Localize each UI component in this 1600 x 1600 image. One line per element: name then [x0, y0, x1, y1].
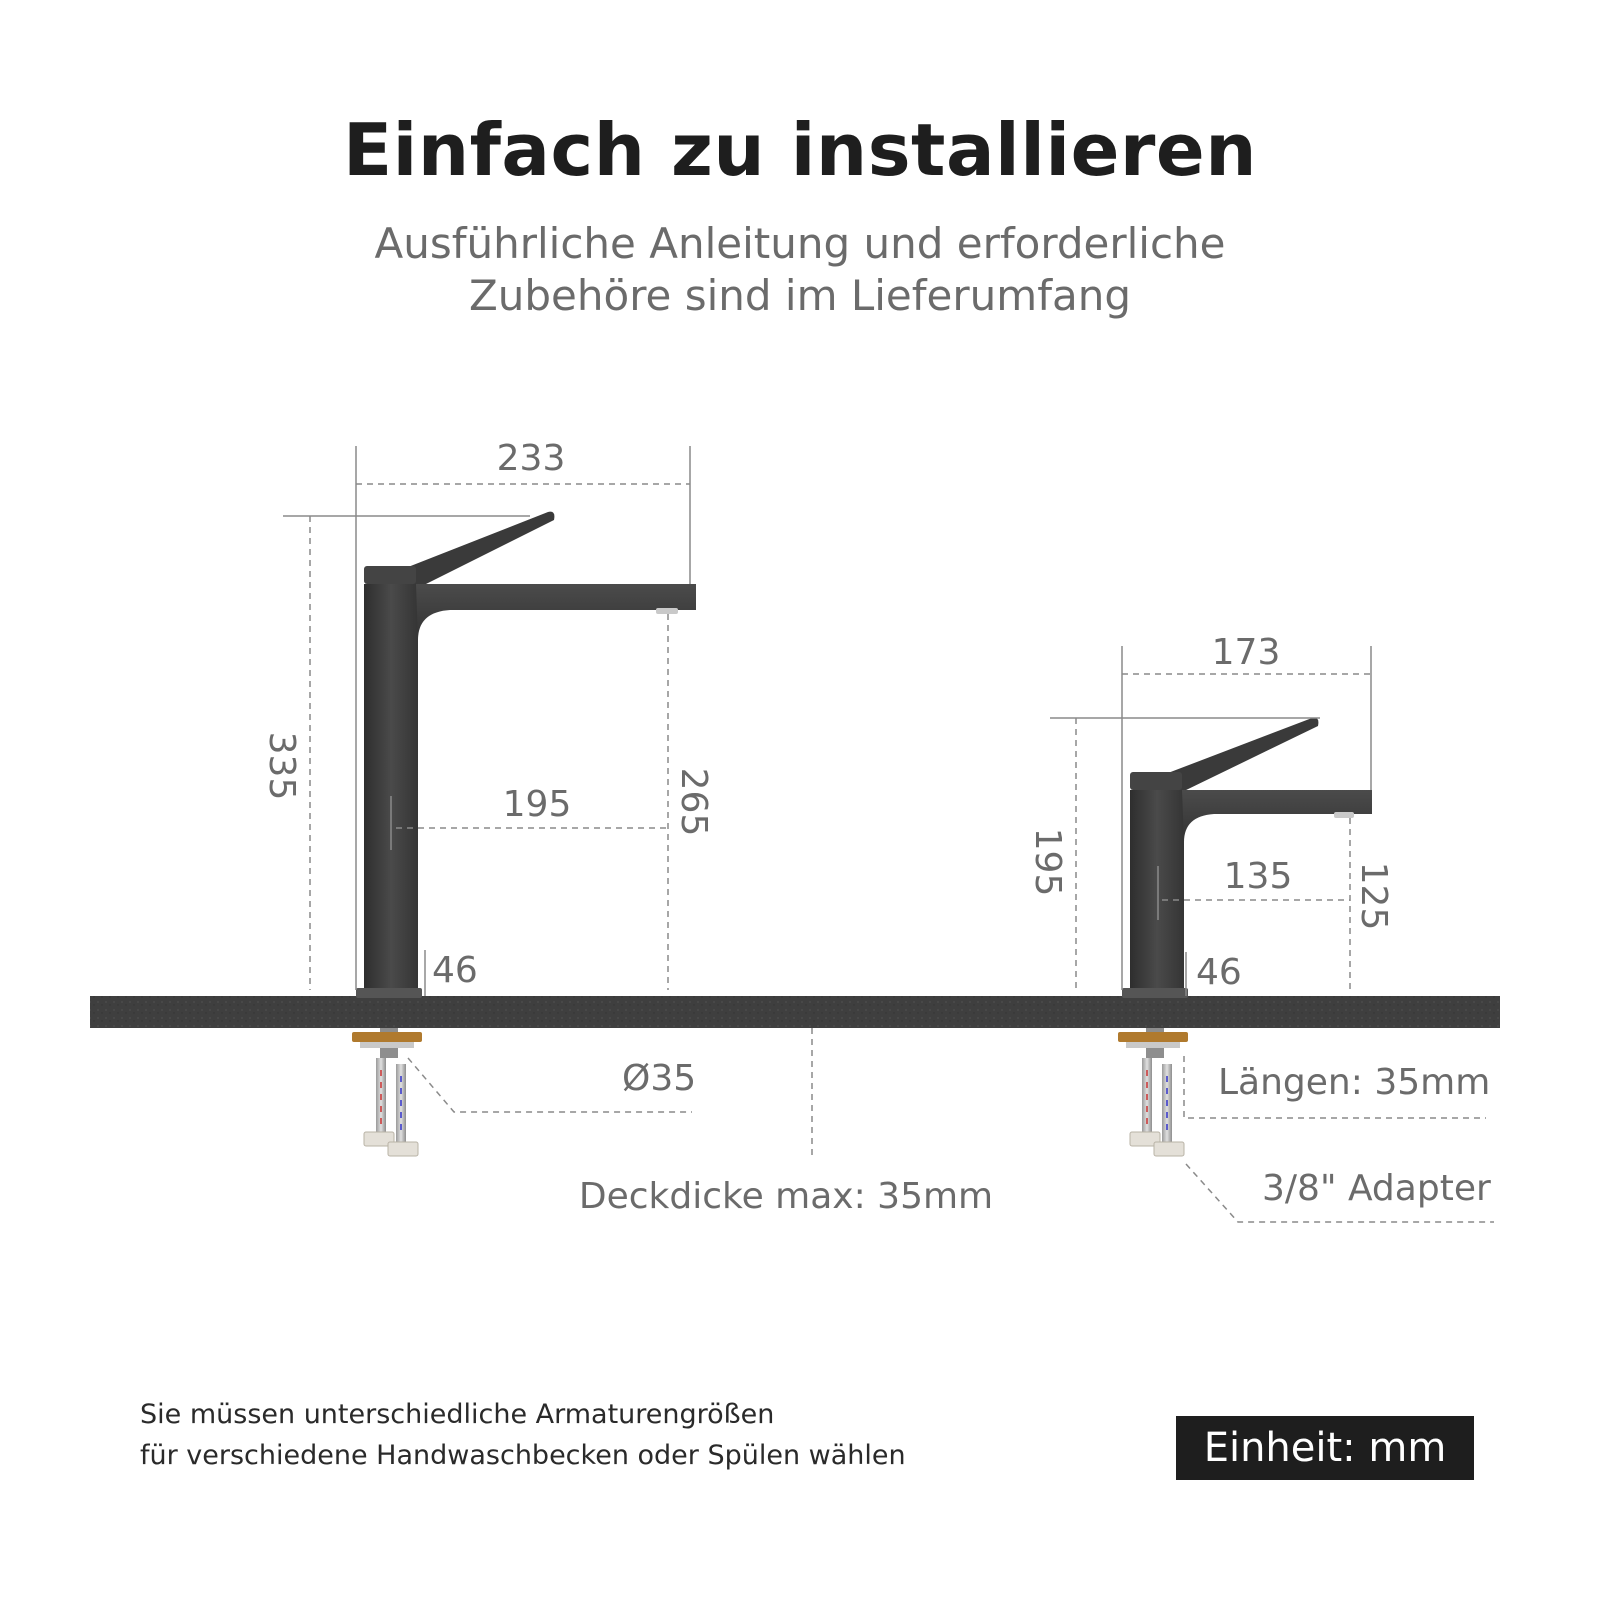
tall-width-label: 233	[496, 438, 566, 479]
tall-height-label: 335	[261, 731, 302, 801]
subtitle-line-2: Zubehöre sind im Lieferumfang	[469, 271, 1131, 320]
note-line-1: Sie müssen unterschiedliche Armaturengrößen	[140, 1399, 775, 1430]
tall-spout-reach-label: 195	[502, 784, 572, 825]
size-selection-note	[140, 1394, 906, 1476]
tall-spout-height-label: 265	[673, 767, 714, 837]
page-title: Einfach zu installieren	[342, 108, 1258, 192]
short-spout-height-label: 125	[1353, 861, 1394, 931]
short-faucet-dimensions	[1050, 646, 1494, 1222]
short-width-label: 173	[1211, 632, 1281, 673]
adapter-label: 3/8" Adapter	[1262, 1168, 1491, 1209]
unit-badge: Einheit: mm	[1176, 1416, 1474, 1480]
hose-length-label: Längen: 35mm	[1218, 1062, 1491, 1103]
subtitle-line-1: Ausführliche Anleitung und erforderliche	[374, 219, 1226, 268]
hole-diameter-label: Ø35	[622, 1058, 697, 1099]
deck-thickness-label: Deckdicke max: 35mm	[578, 1176, 994, 1217]
short-spout-reach-label: 135	[1223, 856, 1293, 897]
note-line-2: für verschiedene Handwaschbecken oder Spülen wählen	[140, 1440, 906, 1471]
countertop	[90, 996, 1500, 1028]
short-base-label: 46	[1196, 952, 1242, 993]
short-height-label: 195	[1027, 827, 1068, 897]
tall-base-label: 46	[432, 950, 478, 991]
